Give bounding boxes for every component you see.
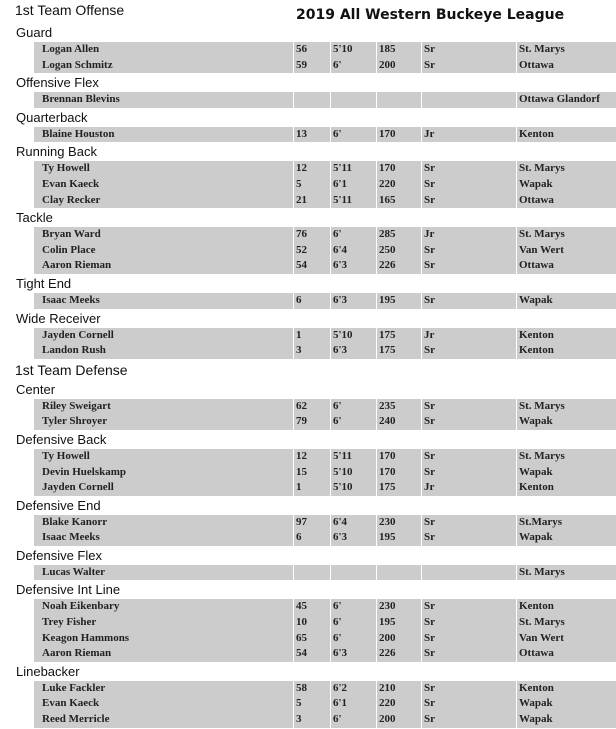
team-heading: 1st Team Offense (15, 2, 125, 18)
class-year: Sr (422, 465, 516, 481)
weight: 240 (377, 414, 421, 430)
class-year: Sr (422, 343, 516, 359)
class-year: Jr (422, 127, 516, 143)
position-table (34, 598, 616, 662)
table-row (34, 58, 616, 74)
jersey-number: 54 (294, 646, 330, 662)
position-table (34, 41, 616, 74)
weight: 195 (377, 615, 421, 631)
height: 6' (331, 599, 376, 615)
table-row (34, 92, 616, 108)
position-table (34, 448, 616, 497)
position-table (34, 514, 616, 547)
table-row (34, 681, 616, 697)
weight: 175 (377, 480, 421, 496)
player-name: Lucas Walter (34, 565, 293, 581)
table-row (34, 631, 616, 647)
player-name: Luke Fackler (34, 681, 293, 697)
school: Wapak (517, 293, 616, 309)
height: 6' (331, 712, 376, 728)
player-name: Keagon Hammons (34, 631, 293, 647)
table-row (34, 646, 616, 662)
class-year: Sr (422, 258, 516, 274)
table-row (34, 42, 616, 58)
jersey-number: 62 (294, 399, 330, 415)
jersey-number: 54 (294, 258, 330, 274)
school: Ottawa (517, 193, 616, 209)
height: 5'11 (331, 449, 376, 465)
jersey-number: 21 (294, 193, 330, 209)
height: 6'3 (331, 530, 376, 546)
position-table (34, 398, 616, 431)
player-name: Evan Kaeck (34, 177, 293, 193)
school: Kenton (517, 127, 616, 143)
jersey-number: 10 (294, 615, 330, 631)
height: 6' (331, 227, 376, 243)
jersey-number: 6 (294, 530, 330, 546)
player-name: Blake Kanorr (34, 515, 293, 531)
player-name: Colin Place (34, 243, 293, 259)
class-year (422, 92, 516, 108)
class-year: Jr (422, 328, 516, 344)
weight: 285 (377, 227, 421, 243)
class-year: Sr (422, 696, 516, 712)
class-year: Sr (422, 449, 516, 465)
height (331, 92, 376, 108)
class-year: Sr (422, 193, 516, 209)
class-year (422, 565, 516, 581)
height: 5'11 (331, 161, 376, 177)
player-name: Trey Fisher (34, 615, 293, 631)
school: Kenton (517, 328, 616, 344)
weight: 170 (377, 161, 421, 177)
jersey-number (294, 92, 330, 108)
weight: 175 (377, 343, 421, 359)
jersey-number: 5 (294, 696, 330, 712)
school: Van Wert (517, 243, 616, 259)
school: Wapak (517, 696, 616, 712)
jersey-number: 59 (294, 58, 330, 74)
school: Van Wert (517, 631, 616, 647)
player-name: Reed Merricle (34, 712, 293, 728)
weight: 250 (377, 243, 421, 259)
player-name: Aaron Rieman (34, 258, 293, 274)
jersey-number: 12 (294, 161, 330, 177)
height: 5'11 (331, 193, 376, 209)
table-row (34, 599, 616, 615)
position-heading: Tight End (16, 275, 72, 291)
player-name: Isaac Meeks (34, 530, 293, 546)
position-heading: Defensive Back (16, 431, 107, 447)
table-row (34, 399, 616, 415)
table-row (34, 258, 616, 274)
jersey-number: 58 (294, 681, 330, 697)
jersey-number (294, 565, 330, 581)
player-name: Logan Schmitz (34, 58, 293, 74)
school: Kenton (517, 599, 616, 615)
position-table (34, 226, 616, 275)
class-year: Sr (422, 631, 516, 647)
position-table (34, 126, 616, 144)
height: 6' (331, 399, 376, 415)
jersey-number: 6 (294, 293, 330, 309)
height (331, 565, 376, 581)
class-year: Sr (422, 161, 516, 177)
school: Ottawa Glandorf (517, 92, 616, 108)
player-name: Devin Huelskamp (34, 465, 293, 481)
table-row (34, 177, 616, 193)
weight: 170 (377, 449, 421, 465)
position-table (34, 564, 616, 582)
school: Wapak (517, 177, 616, 193)
class-year: Sr (422, 681, 516, 697)
jersey-number: 65 (294, 631, 330, 647)
height: 6'3 (331, 293, 376, 309)
jersey-number: 15 (294, 465, 330, 481)
class-year: Sr (422, 293, 516, 309)
weight: 230 (377, 599, 421, 615)
player-name: Aaron Rieman (34, 646, 293, 662)
class-year: Jr (422, 480, 516, 496)
class-year: Sr (422, 712, 516, 728)
school: Ottawa (517, 258, 616, 274)
class-year: Sr (422, 530, 516, 546)
table-row (34, 696, 616, 712)
school: St. Marys (517, 449, 616, 465)
weight: 175 (377, 328, 421, 344)
height: 5'10 (331, 480, 376, 496)
weight: 200 (377, 58, 421, 74)
height: 6'1 (331, 696, 376, 712)
school: Wapak (517, 465, 616, 481)
position-heading: Tackle (16, 210, 53, 226)
position-heading: Defensive End (16, 497, 101, 513)
jersey-number: 76 (294, 227, 330, 243)
class-year: Sr (422, 599, 516, 615)
weight: 200 (377, 631, 421, 647)
table-row (34, 414, 616, 430)
school: St. Marys (517, 565, 616, 581)
position-heading: Offensive Flex (16, 75, 99, 91)
position-heading: Quarterback (16, 109, 88, 125)
height: 5'10 (331, 465, 376, 481)
weight: 195 (377, 293, 421, 309)
player-name: Ty Howell (34, 449, 293, 465)
jersey-number: 1 (294, 480, 330, 496)
height: 6'4 (331, 243, 376, 259)
height: 6'2 (331, 681, 376, 697)
table-row (34, 565, 616, 581)
player-name: Isaac Meeks (34, 293, 293, 309)
player-name: Logan Allen (34, 42, 293, 58)
school: Wapak (517, 712, 616, 728)
jersey-number: 3 (294, 343, 330, 359)
jersey-number: 45 (294, 599, 330, 615)
weight: 220 (377, 696, 421, 712)
class-year: Sr (422, 515, 516, 531)
player-name: Landon Rush (34, 343, 293, 359)
jersey-number: 1 (294, 328, 330, 344)
position-heading: Guard (16, 25, 53, 40)
class-year: Sr (422, 177, 516, 193)
weight: 170 (377, 127, 421, 143)
class-year: Sr (422, 646, 516, 662)
player-name: Ty Howell (34, 161, 293, 177)
school: Ottawa (517, 646, 616, 662)
position-heading: Defensive Int Line (16, 582, 121, 598)
school: St.Marys (517, 515, 616, 531)
class-year: Sr (422, 243, 516, 259)
height: 6' (331, 615, 376, 631)
class-year: Sr (422, 42, 516, 58)
position-heading: Running Back (16, 144, 97, 160)
player-name: Bryan Ward (34, 227, 293, 243)
position-table (34, 292, 616, 310)
position-table (34, 680, 616, 729)
table-row (34, 227, 616, 243)
jersey-number: 97 (294, 515, 330, 531)
weight: 170 (377, 465, 421, 481)
height: 6'3 (331, 343, 376, 359)
height: 5'10 (331, 42, 376, 58)
position-table (34, 160, 616, 209)
table-row (34, 480, 616, 496)
weight (377, 565, 421, 581)
school: St. Marys (517, 399, 616, 415)
player-name: Tyler Shroyer (34, 414, 293, 430)
position-heading: Linebacker (16, 663, 80, 679)
height: 6'1 (331, 177, 376, 193)
height: 6' (331, 127, 376, 143)
jersey-number: 56 (294, 42, 330, 58)
school: Kenton (517, 480, 616, 496)
table-row (34, 615, 616, 631)
table-row (34, 161, 616, 177)
player-name: Clay Recker (34, 193, 293, 209)
weight: 165 (377, 193, 421, 209)
table-row (34, 712, 616, 728)
class-year: Sr (422, 58, 516, 74)
weight: 226 (377, 258, 421, 274)
table-row (34, 343, 616, 359)
page-title: 2019 All Western Buckeye League (296, 7, 565, 23)
weight: 220 (377, 177, 421, 193)
table-row (34, 465, 616, 481)
player-name: Jayden Cornell (34, 328, 293, 344)
weight: 195 (377, 530, 421, 546)
school: Kenton (517, 681, 616, 697)
table-row (34, 515, 616, 531)
school: Ottawa (517, 58, 616, 74)
school: Wapak (517, 530, 616, 546)
height: 5'10 (331, 328, 376, 344)
weight: 235 (377, 399, 421, 415)
weight: 200 (377, 712, 421, 728)
class-year: Sr (422, 414, 516, 430)
school: Wapak (517, 414, 616, 430)
table-row (34, 127, 616, 143)
weight (377, 92, 421, 108)
weight: 226 (377, 646, 421, 662)
player-name: Riley Sweigart (34, 399, 293, 415)
height: 6'3 (331, 258, 376, 274)
weight: 230 (377, 515, 421, 531)
weight: 185 (377, 42, 421, 58)
school: St. Marys (517, 161, 616, 177)
class-year: Sr (422, 399, 516, 415)
table-row (34, 530, 616, 546)
height: 6'3 (331, 646, 376, 662)
jersey-number: 79 (294, 414, 330, 430)
table-row (34, 193, 616, 209)
jersey-number: 52 (294, 243, 330, 259)
class-year: Jr (422, 227, 516, 243)
jersey-number: 5 (294, 177, 330, 193)
player-name: Noah Eikenbary (34, 599, 293, 615)
table-row (34, 243, 616, 259)
jersey-number: 12 (294, 449, 330, 465)
school: St. Marys (517, 227, 616, 243)
header (0, 0, 616, 24)
position-heading: Defensive Flex (16, 547, 102, 563)
jersey-number: 13 (294, 127, 330, 143)
weight: 210 (377, 681, 421, 697)
school: Kenton (517, 343, 616, 359)
school: St. Marys (517, 42, 616, 58)
height: 6'4 (331, 515, 376, 531)
height: 6' (331, 414, 376, 430)
position-heading: Wide Receiver (16, 310, 101, 326)
class-year: Sr (422, 615, 516, 631)
position-table (34, 327, 616, 360)
table-row (34, 449, 616, 465)
table-row (34, 293, 616, 309)
team-heading: 1st Team Defense (15, 361, 128, 378)
player-name: Brennan Blevins (34, 92, 293, 108)
position-table (34, 91, 616, 109)
player-name: Evan Kaeck (34, 696, 293, 712)
school: St. Marys (517, 615, 616, 631)
height: 6' (331, 631, 376, 647)
table-row (34, 328, 616, 344)
player-name: Jayden Cornell (34, 480, 293, 496)
jersey-number: 3 (294, 712, 330, 728)
player-name: Blaine Houston (34, 127, 293, 143)
height: 6' (331, 58, 376, 74)
position-heading: Center (16, 381, 56, 397)
